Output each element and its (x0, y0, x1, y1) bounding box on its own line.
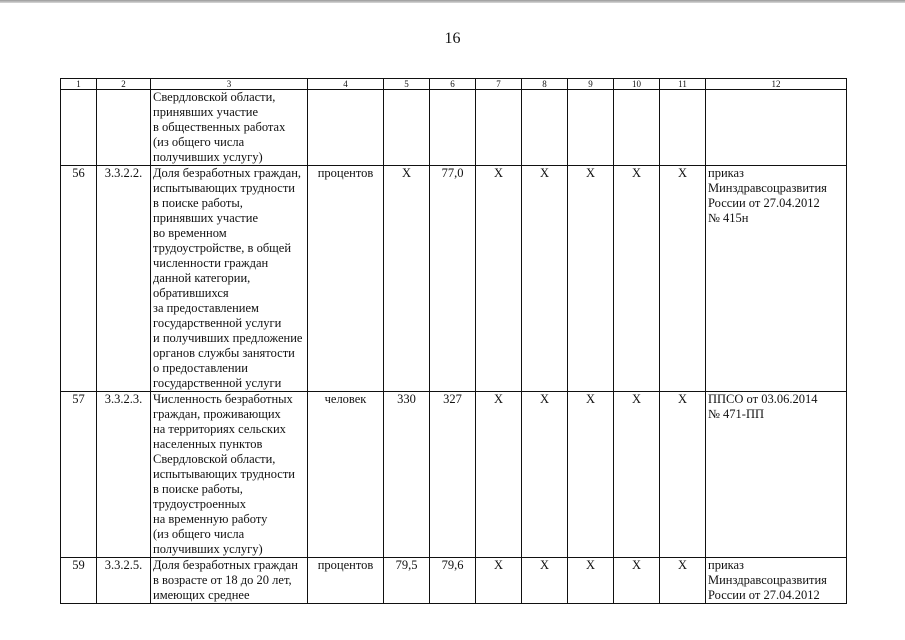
value-col-6: 327 (430, 392, 476, 558)
description-line: имеющих среднее (153, 588, 250, 602)
value-col-11: X (660, 558, 706, 604)
column-number: 1 (61, 79, 97, 90)
basis-line: № 415н (708, 211, 749, 225)
legal-basis (706, 392, 847, 558)
legal-basis (706, 90, 847, 166)
value-col-5 (384, 90, 430, 166)
description-line: данной категории, (153, 271, 251, 285)
indicator-code: 3.3.2.2. (97, 166, 151, 392)
row-number: 57 (61, 392, 97, 558)
description-line: на территориях сельских (153, 422, 286, 436)
value-col-10 (614, 90, 660, 166)
value-col-10: X (614, 166, 660, 392)
description-line: трудоустроенных (153, 497, 246, 511)
description-line: получивших услугу) (153, 542, 263, 556)
description-line: Доля безработных граждан, (153, 166, 302, 180)
value-col-8 (522, 90, 568, 166)
value-col-11 (660, 90, 706, 166)
description-line: в общественных работах (153, 120, 286, 134)
basis-line: России от 27.04.2012 (708, 196, 820, 210)
description-line: в возрасте от 18 до 20 лет, (153, 573, 292, 587)
unit: процентов (308, 166, 384, 392)
description-line: государственной услуги (153, 316, 282, 330)
column-number: 8 (522, 79, 568, 90)
indicator-description (151, 90, 308, 166)
description-line: на временную работу (153, 512, 268, 526)
indicator-description (151, 558, 308, 604)
description-line: испытывающих трудности (153, 181, 295, 195)
description-line: населенных пунктов (153, 437, 263, 451)
legal-basis (706, 558, 847, 604)
description-line: обратившихся (153, 286, 229, 300)
indicator-code (97, 90, 151, 166)
description-line: трудоустройстве, в общей (153, 241, 292, 255)
column-number: 12 (706, 79, 847, 90)
basis-line: приказ (708, 558, 744, 572)
value-col-9: X (568, 558, 614, 604)
row-number: 59 (61, 558, 97, 604)
description-line: граждан, проживающих (153, 407, 281, 421)
description-line: государственной услуги (153, 376, 282, 390)
description-line: испытывающих трудности (153, 467, 295, 481)
value-col-7: X (476, 558, 522, 604)
description-line: и получивших предложение (153, 331, 303, 345)
basis-line: Минздравсоцразвития (708, 181, 827, 195)
page-top-edge (0, 0, 905, 3)
value-col-6: 79,6 (430, 558, 476, 604)
value-col-5: 330 (384, 392, 430, 558)
value-col-6: 77,0 (430, 166, 476, 392)
value-col-9: X (568, 166, 614, 392)
value-col-10: X (614, 392, 660, 558)
legal-basis (706, 166, 847, 392)
description-line: органов службы занятости (153, 346, 295, 360)
column-number: 10 (614, 79, 660, 90)
description-line: (из общего числа (153, 135, 245, 149)
description-line: получивших услугу) (153, 150, 263, 164)
basis-line: № 471-ПП (708, 407, 765, 421)
basis-line: приказ (708, 166, 744, 180)
description-line: Численность безработных (153, 392, 293, 406)
value-col-10: X (614, 558, 660, 604)
basis-line: России от 27.04.2012 (708, 588, 820, 602)
column-number-row (61, 79, 847, 90)
unit: процентов (308, 558, 384, 604)
column-number: 4 (308, 79, 384, 90)
description-line: за предоставлением (153, 301, 259, 315)
basis-line: ППСО от 03.06.2014 (708, 392, 818, 406)
value-col-11: X (660, 166, 706, 392)
value-col-11: X (660, 392, 706, 558)
value-col-8: X (522, 558, 568, 604)
value-col-7 (476, 90, 522, 166)
row-number (61, 90, 97, 166)
description-line: (из общего числа (153, 527, 245, 541)
column-number: 11 (660, 79, 706, 90)
indicator-description (151, 166, 308, 392)
value-col-5: 79,5 (384, 558, 430, 604)
unit (308, 90, 384, 166)
table-row (61, 392, 847, 558)
description-line: Доля безработных граждан (153, 558, 298, 572)
description-line: принявших участие (153, 211, 258, 225)
unit: человек (308, 392, 384, 558)
indicator-description (151, 392, 308, 558)
description-line: численности граждан (153, 256, 269, 270)
description-line: во временном (153, 226, 227, 240)
indicator-code: 3.3.2.5. (97, 558, 151, 604)
column-number: 5 (384, 79, 430, 90)
column-number: 2 (97, 79, 151, 90)
description-line: о предоставлении (153, 361, 248, 375)
value-col-7: X (476, 392, 522, 558)
description-line: принявших участие (153, 105, 258, 119)
value-col-8: X (522, 392, 568, 558)
indicator-code: 3.3.2.3. (97, 392, 151, 558)
value-col-6 (430, 90, 476, 166)
indicators-table (60, 78, 847, 604)
value-col-5: X (384, 166, 430, 392)
description-line: Свердловской области, (153, 90, 276, 104)
value-col-7: X (476, 166, 522, 392)
column-number: 7 (476, 79, 522, 90)
table-row (61, 166, 847, 392)
description-line: в поиске работы, (153, 196, 243, 210)
description-line: в поиске работы, (153, 482, 243, 496)
basis-line: Минздравсоцразвития (708, 573, 827, 587)
column-number: 3 (151, 79, 308, 90)
column-number: 6 (430, 79, 476, 90)
column-number: 9 (568, 79, 614, 90)
page-number: 16 (444, 30, 461, 47)
row-number: 56 (61, 166, 97, 392)
table-row (61, 558, 847, 604)
value-col-9 (568, 90, 614, 166)
description-line: Свердловской области, (153, 452, 276, 466)
table-row (61, 90, 847, 166)
value-col-9: X (568, 392, 614, 558)
value-col-8: X (522, 166, 568, 392)
